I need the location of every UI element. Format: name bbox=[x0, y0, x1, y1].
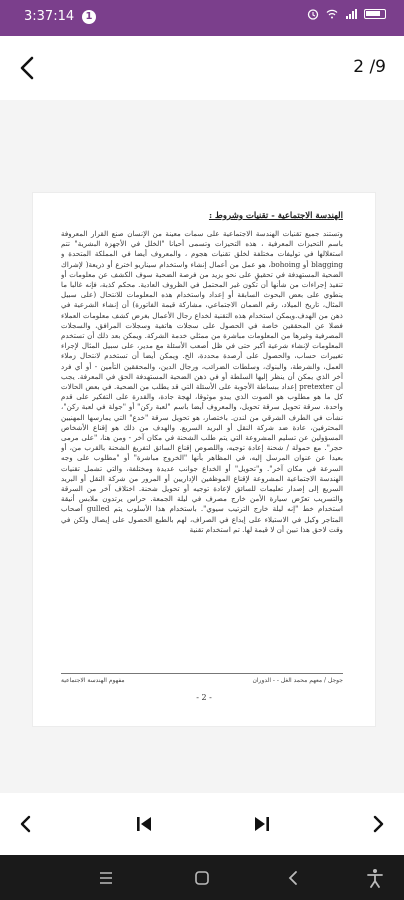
notification-badge: 1 bbox=[82, 10, 96, 24]
footer-left-text: مفهوم الهندسة الاجتماعية bbox=[61, 677, 125, 684]
battery-icon bbox=[364, 9, 386, 19]
footer-right-text: جوجل / معهم محمد الغل - - الدوران bbox=[252, 677, 343, 684]
page-number: - 2 - bbox=[196, 693, 212, 702]
arrow-back-icon[interactable] bbox=[12, 52, 44, 84]
page-indicator: 2 /9 bbox=[353, 57, 386, 77]
document-viewer[interactable] bbox=[0, 100, 404, 793]
chevron-left-icon[interactable] bbox=[12, 810, 40, 838]
system-navigation-bar bbox=[0, 855, 404, 900]
alarm-icon bbox=[307, 8, 319, 20]
chevron-right-icon[interactable] bbox=[364, 810, 392, 838]
skip-last-icon[interactable] bbox=[248, 810, 276, 838]
page-body-text: وتستند جميع تقنيات الهندسة الاجتماعية على سمات معينة من الإنسان صنع القرار المعروفة باسم التحيزات المعرفية ، هذه التحيزات وتسمى أحيانا "الخلل في الأجهزة البشرية" تتم استغلالها في توليفات مختلفة لخلق تقنيات هجوم ، والمعروف أيضا في المملكة المتحدة و blagging أو bohoing، هو عمل من أعمال إنشاء واستخدام سيناريو اخترع أو ذريعة( لإشراك الضحية المستهدفة في تحقيقٍ على نحو يزيد من فرصة الضحية سوف الكشف عن معلومات أو تنفيذ إجراءات من شأنها أن تكون غير المحتمل في الظروف العادية. محكم كذبة، فإنه غالبا ما ينطوي على بعض البحوث السابقة أو إعداد واستخدام هذه المعلومات للانتحال (على سبيل المثال، تاريخ الميلاد، رقم الضمان الاجتماعي، مشاركة قيمة الفاتورة) أن إنشاء الشرعية في ذهن من الهدف.ويمكن استخدام هذه التقنية لخداع رجال الأعمال بغرض كشف معلومات العملاء فضلا عن المحققين خاصة في الحصول على سجلات هاتفية وسجلات المرافق، والسجلات المصرفية وغيرها من المعلومات مباشرة من ممثلي خدمة الشركة. ويمكن بعد ذلك أن تستخدم المعلومات لإنشاء شرعية أكبر حتى في ظل أصعب الأسئلة مع مدير، على سبيل المثال لإجراء تغييرات حساب، والحصول على أرصدة محددة، الخ. ويمكن أيضا أن تستخدم لانتحال زملاء العمل، والشرطة، والبنوك، وسلطات الضرائب، ورجال الدين، والمحققين التأمين - أو أي فرد آخر الذي يمكن أن ينظر إليها السلطة أو في ذهن الضحية المستهدفة الحق في المعرفة. يجب أن pretexter إعداد ببساطة الأجوبة على الأسئلة التي قد يطلب من الضحية. في بعض الحالات كل ما هو مطلوب هو الصوت الذي يبدو موثوقا، لهجة جادة، والقدرة على التفكير على قدم واحدة. سرقة تحويل سرقة تحويل، والمعروف أيضا باسم "لعبة ركن" أو "جولة في لعبة ركن"، نشأت في الطرف الشرقي من لندن. باختصار، هو تحويل سرقة "خدع" التي يمارسها المهنيين المحترفين، عادة ضد شركة النقل أو البريد السريع. والهدف من ذلك هو إقناع الأشخاص المسؤولين عن تسليم المشروعة التي يتم طلب الشحنة في مكان آخر - ومن هنا، "على مرمى حجر". مع حمولة / شحنة إعادة توجيه، واللصوص إقناع السائق لتفريغ الشحنة بالقرب من، أو بعيدا عن عنوان المرسل إليه، في المظاهر بأنها "الخروج مباشرة" أو "مطلوب على وجه السرعة في مكان آخر". و"تحويل" أو الخداع جوانب عديدة ومختلفة، والتي تشمل تقنيات الهندسة الاجتماعية المشروعة لإقناع الموظفين الإداريين أو المرور من شركة النقل أو البريد السريع إلى إصدار تعليمات للسائق لإعادة توجيه أو تحويل شحنة. اختلاف آخر من السرقة والتسريب تعرّض سيارة الأمن خارج مصرف في ليلة الجمعة. حراس يرتدون ملابس أنيقة استخدام خط "إنه ليلة خارج الترتيب سيوي". باستخدام هذا الأسلوب يتم gulled أصحاب المتاجر وكيل في الاستيلاء على إيداع في الصراف، لهم بالطبع الحصول على إيصال ولكن في وقت لاحق هذا تبين أن لا قيمة لها. تم استخدام تقنية bbox=[61, 229, 343, 534]
status-bar bbox=[0, 0, 404, 36]
page-title: الهندسة الاجتماعية - تقنيات وشروط : bbox=[208, 211, 343, 221]
signal-icon bbox=[345, 8, 357, 20]
status-time: 3:37:14 bbox=[24, 9, 75, 24]
status-icons bbox=[307, 8, 386, 20]
recent-apps-icon[interactable] bbox=[95, 867, 117, 889]
skip-first-icon[interactable] bbox=[130, 810, 158, 838]
footer-divider bbox=[61, 673, 343, 674]
back-nav-icon[interactable] bbox=[282, 867, 304, 889]
home-icon[interactable] bbox=[191, 867, 213, 889]
page-navigation-bar bbox=[0, 793, 404, 855]
accessibility-icon[interactable] bbox=[364, 867, 386, 889]
top-toolbar bbox=[0, 36, 404, 100]
wifi-off-icon bbox=[326, 8, 338, 20]
document-page bbox=[32, 192, 376, 727]
